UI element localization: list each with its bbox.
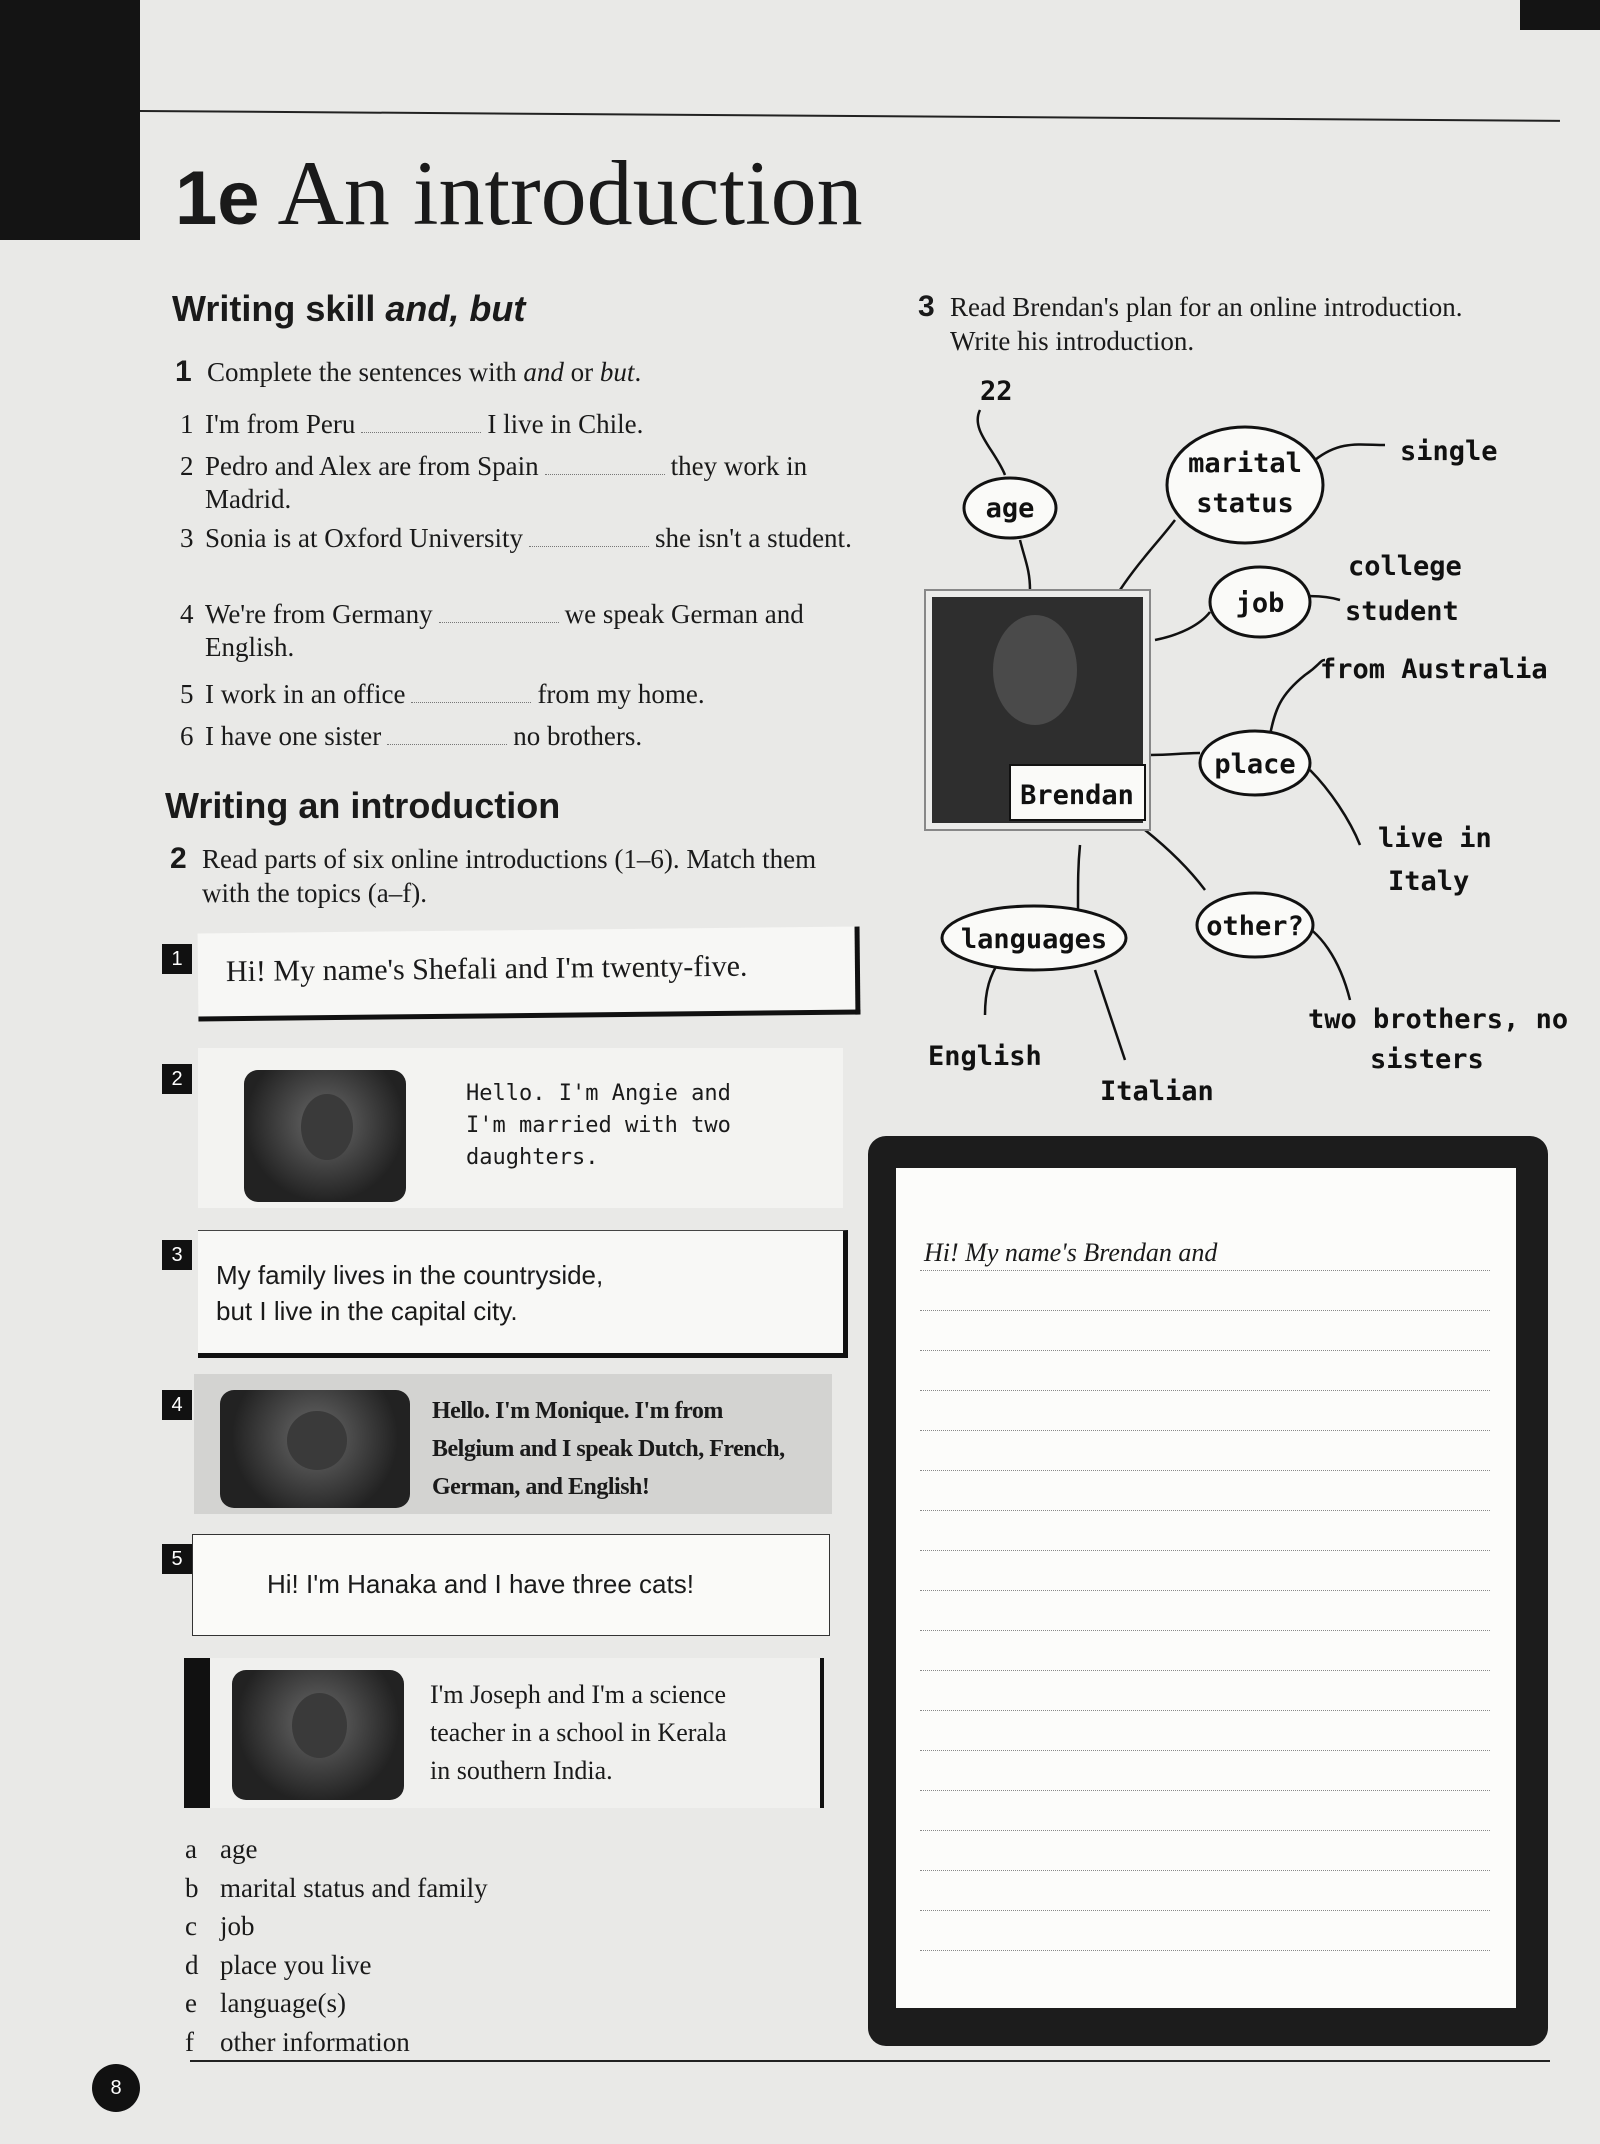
writing-introduction-heading: Writing an introduction — [165, 785, 561, 826]
italy-label: Italy — [1388, 866, 1470, 897]
sentence-4: 4 We're from Germany we speak German and English. — [180, 599, 804, 662]
intro-card-family: My family lives in the countryside, but I live in the capital city. — [198, 1230, 848, 1358]
page-corner-shadow-right — [1520, 0, 1600, 30]
job-label: job — [1235, 588, 1285, 619]
intro-card-shefali: Hi! My name's Shefali and I'm twenty-five. — [198, 927, 861, 1022]
writing-line — [920, 1270, 1490, 1271]
exercise-1-instruction: 1 Complete the sentences with and or but. — [175, 355, 642, 388]
marital-label: marital — [1188, 448, 1302, 479]
intro-card-hanaka: Hi! I'm Hanaka and I have three cats! — [192, 1534, 830, 1636]
card-number: 3 — [162, 1240, 192, 1270]
writing-line — [920, 1390, 1490, 1391]
top-rule — [140, 110, 1560, 122]
bubble-marital-status — [1167, 427, 1323, 543]
intro-card-joseph: I'm Joseph and I'm a science teacher in a school in Kerala in southern India. — [184, 1658, 824, 1808]
writing-line — [920, 1430, 1490, 1431]
topic-item: a age — [185, 1834, 258, 1864]
english-label: English — [928, 1041, 1042, 1072]
answer-blank[interactable] — [387, 722, 507, 745]
answer-blank[interactable] — [439, 600, 559, 623]
topic-item: c job — [185, 1911, 255, 1941]
two-brothers-label: two brothers, no — [1308, 1004, 1569, 1035]
sentence-5: 5 I work in an office from my home. — [180, 679, 705, 709]
angie-photo — [244, 1070, 406, 1202]
lesson-code: 1e — [175, 156, 260, 241]
card-number: 4 — [162, 1390, 192, 1420]
brendan-photo-face — [993, 615, 1077, 725]
connector-languages — [1078, 845, 1080, 910]
sentence-6: 6 I have one sister no brothers. — [180, 721, 643, 751]
other-label: other? — [1206, 911, 1304, 942]
connector-other — [1145, 830, 1205, 890]
writing-line — [920, 1470, 1490, 1471]
writing-line — [920, 1910, 1490, 1911]
joseph-photo — [232, 1670, 404, 1800]
lesson-title: An introduction — [277, 142, 863, 244]
card-number: 5 — [162, 1544, 192, 1574]
card-number: 1 — [162, 944, 192, 974]
status-label: status — [1196, 488, 1294, 519]
writing-line — [920, 1830, 1490, 1831]
writing-skill-heading: Writing skill and, but — [172, 288, 526, 329]
intro-card-monique: Hello. I'm Monique. I'm from Belgium and I speak Dutch, French, German, and English! — [194, 1374, 832, 1514]
sentence-2: 2 Pedro and Alex are from Spain they work in Madrid. — [180, 451, 808, 514]
writing-line — [920, 1950, 1490, 1951]
college-label: college — [1348, 551, 1462, 582]
connector-italian — [1095, 970, 1125, 1060]
connector-age-value — [978, 410, 1005, 475]
italian-label: Italian — [1100, 1076, 1214, 1107]
connector-age — [1020, 540, 1030, 590]
connector-italy — [1310, 770, 1360, 845]
place-label: place — [1214, 749, 1296, 780]
connector-marital — [1120, 520, 1175, 590]
card-number: 2 — [162, 1064, 192, 1094]
answer-blank[interactable] — [529, 524, 649, 547]
writing-line — [920, 1710, 1490, 1711]
languages-label: languages — [960, 924, 1108, 955]
writing-line — [920, 1550, 1490, 1551]
age-value-label: 22 — [980, 376, 1013, 407]
topic-item: b marital status and family — [185, 1872, 488, 1903]
age-label: age — [985, 493, 1035, 524]
exercise-2-instruction: 2 Read parts of six online introductions (1–6). Match them with the topics (a–f). — [170, 842, 817, 908]
topic-item: d place you live — [185, 1949, 372, 1980]
topic-item: f other information — [185, 2026, 410, 2057]
live-in-label: live in — [1378, 823, 1492, 854]
center-label: Brendan — [1020, 780, 1134, 811]
sentence-3: 3 Sonia is at Oxford University she isn't a student. — [180, 523, 852, 553]
writing-line — [920, 1590, 1490, 1591]
connector-australia — [1270, 660, 1325, 735]
writing-line — [920, 1510, 1490, 1511]
answer-blank[interactable] — [545, 452, 665, 475]
student-label: student — [1345, 596, 1459, 627]
writing-line — [920, 1870, 1490, 1871]
exercise-3-instruction: 3 Read Brendan's plan for an online introduction. Write his introduction. — [918, 290, 1463, 356]
from-australia-label: from Australia — [1320, 654, 1548, 685]
page-title — [175, 140, 863, 246]
page-corner-shadow — [0, 0, 140, 240]
writing-line — [920, 1310, 1490, 1311]
monique-photo — [220, 1390, 410, 1508]
topic-item: e language(s) — [185, 1988, 346, 2018]
writing-area-frame — [868, 1136, 1548, 2046]
single-label: single — [1400, 436, 1498, 467]
writing-line — [920, 1630, 1490, 1631]
answer-blank[interactable] — [361, 410, 481, 433]
bottom-rule — [190, 2060, 1550, 2062]
starter-text: Hi! My name's Brendan and — [924, 1238, 1218, 1267]
writing-line — [920, 1670, 1490, 1671]
mind-map — [900, 350, 1569, 1130]
sentence-1: 1 I'm from Peru I live in Chile. — [180, 409, 644, 439]
page-number: 8 — [92, 2064, 140, 2112]
answer-blank[interactable] — [411, 680, 531, 703]
writing-line — [920, 1350, 1490, 1351]
intro-card-angie: Hello. I'm Angie and I'm married with two daughters. — [198, 1048, 843, 1208]
connector-place — [1150, 753, 1200, 755]
connector-job — [1155, 612, 1210, 640]
writing-line — [920, 1790, 1490, 1791]
writing-line — [920, 1750, 1490, 1751]
writing-paper[interactable] — [896, 1168, 1516, 2008]
topics-list — [185, 1830, 488, 2061]
connector-single — [1315, 444, 1385, 460]
sisters-label: sisters — [1370, 1044, 1484, 1075]
